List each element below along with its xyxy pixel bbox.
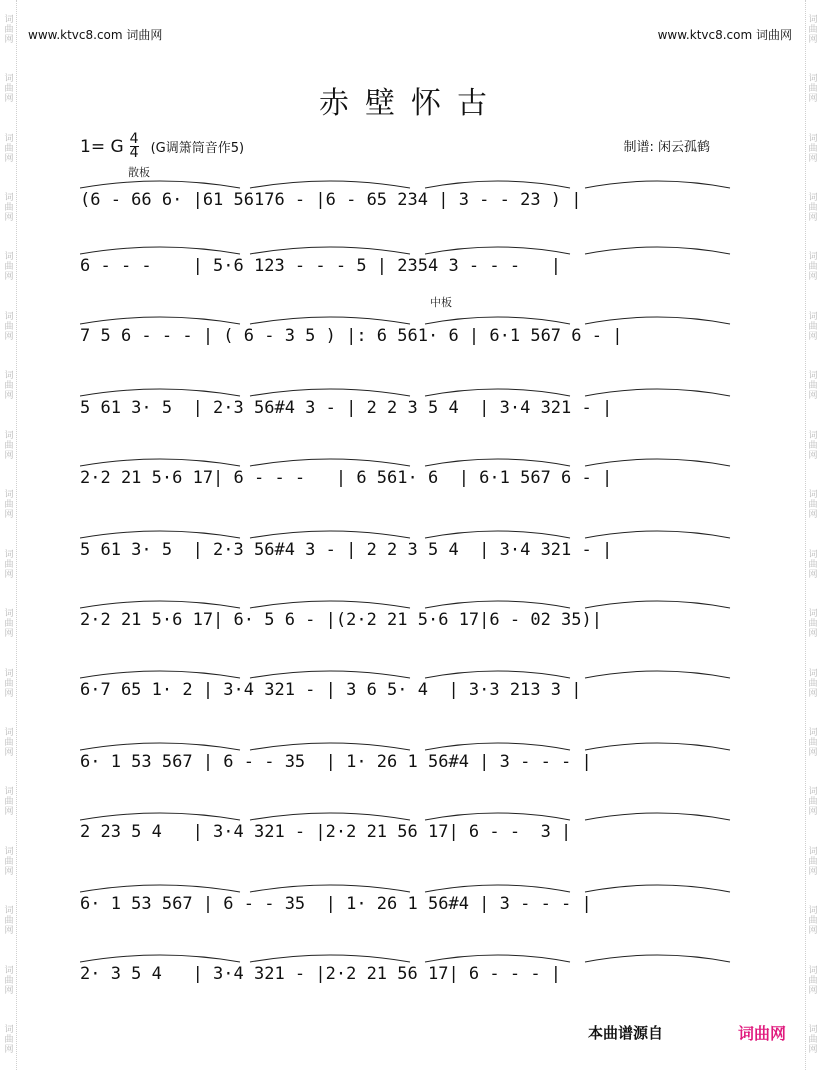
slur-arc — [425, 601, 570, 608]
watermark-char: 网 — [808, 331, 818, 342]
watermark-block — [4, 966, 13, 996]
watermark-char: 曲 — [4, 737, 14, 748]
slur-arc — [425, 955, 570, 962]
slur-arc — [250, 885, 410, 892]
watermark-char: 网 — [808, 272, 818, 283]
watermark-char: 曲 — [4, 797, 14, 808]
watermark-char: 词 — [808, 609, 818, 620]
watermark-char: 词 — [808, 549, 818, 560]
header-url-left[interactable]: www.ktvc8.com 词曲网 — [28, 28, 163, 42]
slur-arc — [80, 459, 240, 466]
watermark-char: 网 — [4, 213, 14, 224]
watermark-block — [808, 193, 817, 223]
notation-line — [80, 746, 740, 780]
watermark-char: 曲 — [4, 143, 14, 154]
footer-brand-link[interactable]: 词曲网 — [738, 1024, 787, 1043]
watermark-block — [4, 431, 13, 461]
watermark-char: 曲 — [808, 440, 818, 451]
watermark-char: 网 — [4, 569, 14, 580]
slur-arc — [250, 743, 410, 750]
notation-line-text: 6· 1 53 567 | 6 - - 35 | 1· 26 1 56#4 | 3 - - - | — [80, 752, 592, 772]
slur-arc — [80, 885, 240, 892]
watermark-char: 词 — [4, 193, 14, 204]
watermark-char: 词 — [808, 371, 818, 382]
watermark-char: 词 — [4, 965, 14, 976]
watermark-char: 网 — [4, 450, 14, 461]
slur-arc — [250, 459, 410, 466]
slur-arc — [250, 671, 410, 678]
watermark-char: 词 — [4, 1025, 14, 1036]
watermark-block — [808, 728, 817, 758]
watermark-block — [4, 252, 13, 282]
watermark-char: 网 — [808, 1045, 818, 1056]
watermark-block — [808, 847, 817, 877]
watermark-char: 曲 — [4, 84, 14, 95]
notation-line-text: 2 23 5 4 | 3·4 321 - |2·2 21 56 17| 6 - - 3 | — [80, 822, 572, 842]
slur-arc — [250, 181, 410, 188]
notation-line-text: 5 61 3· 5 | 2·3 56#4 3 - | 2 2 3 5 4 | 3·4 321 - | — [80, 398, 613, 418]
notation-line — [80, 462, 740, 496]
watermark-char: 词 — [808, 668, 818, 679]
watermark-char: 曲 — [808, 856, 818, 867]
watermark-char: 曲 — [808, 203, 818, 214]
watermark-char: 网 — [4, 391, 14, 402]
watermark-char: 曲 — [808, 975, 818, 986]
watermark-char: 词 — [808, 133, 818, 144]
watermark-block — [808, 906, 817, 936]
watermark-block — [4, 550, 13, 580]
watermark-block — [4, 906, 13, 936]
slur-arc — [425, 459, 570, 466]
tempo-marking-2: 中板 — [430, 296, 452, 309]
slur-arc — [585, 743, 730, 750]
left-watermark-strip — [2, 0, 17, 1070]
slur-arc — [80, 247, 240, 254]
watermark-char: 词 — [4, 74, 14, 85]
watermark-char: 网 — [808, 569, 818, 580]
watermark-char: 词 — [4, 490, 14, 501]
watermark-block — [4, 193, 13, 223]
watermark-block — [808, 134, 817, 164]
watermark-char: 词 — [808, 787, 818, 798]
tempo-marking-1: 散板 — [128, 166, 150, 179]
notation-line-text: 5 61 3· 5 | 2·3 56#4 3 - | 2 2 3 5 4 | 3·4 321 - | — [80, 540, 613, 560]
watermark-char: 曲 — [4, 440, 14, 451]
slur-arc — [425, 247, 570, 254]
footer-source-label: 本曲谱源自 — [588, 1024, 664, 1042]
watermark-char: 词 — [4, 787, 14, 798]
notation-line-text: 6 - - - | 5·6 123 - - - 5 | 2354 3 - - - | — [80, 256, 562, 276]
watermark-char: 曲 — [808, 381, 818, 392]
watermark-char: 词 — [4, 668, 14, 679]
watermark-char: 曲 — [808, 500, 818, 511]
watermark-char: 曲 — [808, 24, 818, 35]
watermark-char: 网 — [4, 34, 14, 45]
watermark-char: 曲 — [808, 262, 818, 273]
slur-arc — [585, 601, 730, 608]
slur-arc — [80, 813, 240, 820]
slur-arc — [585, 885, 730, 892]
watermark-char: 网 — [808, 866, 818, 877]
notation-line — [80, 320, 740, 354]
watermark-char: 曲 — [4, 678, 14, 689]
watermark-char: 词 — [808, 846, 818, 857]
slur-marks — [80, 876, 740, 896]
watermark-char: 曲 — [4, 856, 14, 867]
watermark-char: 曲 — [4, 619, 14, 630]
watermark-char: 词 — [808, 1025, 818, 1036]
slur-arc — [250, 601, 410, 608]
watermark-char: 网 — [4, 926, 14, 937]
watermark-block — [4, 15, 13, 45]
watermark-char: 曲 — [4, 559, 14, 570]
watermark-char: 词 — [808, 193, 818, 204]
watermark-block — [4, 134, 13, 164]
score-credit: 制谱: 闲云孤鹤 — [623, 140, 710, 155]
slur-arc — [425, 813, 570, 820]
slur-marks — [80, 804, 740, 824]
key-label: 1= G — [80, 136, 124, 157]
slur-arc — [425, 531, 570, 538]
notation-line-text: (6 - 66 6· |61 56176 - |6 - 65 234 | 3 - - 23 ) | — [80, 190, 582, 210]
watermark-block — [4, 728, 13, 758]
watermark-char: 曲 — [808, 143, 818, 154]
watermark-char: 曲 — [808, 321, 818, 332]
notation-line — [80, 674, 740, 708]
notation-line — [80, 250, 740, 284]
slur-marks — [80, 380, 740, 400]
slur-arc — [585, 955, 730, 962]
notation-line — [80, 816, 740, 850]
slur-marks — [80, 522, 740, 542]
key-signature — [80, 133, 244, 160]
notation-line — [80, 604, 740, 638]
notation-line-text: 7 5 6 - - - | ( 6 - 3 5 ) |: 6 561· 6 | 6·1 567 6 - | — [80, 326, 623, 346]
watermark-char: 网 — [808, 926, 818, 937]
watermark-char: 曲 — [4, 916, 14, 927]
watermark-block — [808, 1025, 817, 1055]
notation-line — [80, 534, 740, 568]
watermark-char: 曲 — [808, 84, 818, 95]
slur-arc — [80, 317, 240, 324]
watermark-block — [4, 312, 13, 342]
slur-arc — [80, 671, 240, 678]
watermark-char: 词 — [808, 14, 818, 25]
watermark-char: 曲 — [808, 737, 818, 748]
watermark-block — [4, 490, 13, 520]
watermark-block — [808, 371, 817, 401]
watermark-char: 曲 — [808, 797, 818, 808]
notation-line-text: 2·2 21 5·6 17| 6· 5 6 - |(2·2 21 5·6 17|6 - 02 35)| — [80, 610, 602, 630]
notation-line — [80, 392, 740, 426]
watermark-char: 网 — [4, 985, 14, 996]
watermark-char: 曲 — [4, 975, 14, 986]
watermark-char: 网 — [4, 272, 14, 283]
watermark-char: 词 — [4, 727, 14, 738]
slur-arc — [585, 459, 730, 466]
watermark-char: 网 — [808, 213, 818, 224]
watermark-char: 网 — [808, 391, 818, 402]
slur-arc — [585, 531, 730, 538]
watermark-block — [4, 787, 13, 817]
slur-arc — [250, 531, 410, 538]
watermark-char: 词 — [4, 311, 14, 322]
watermark-char: 词 — [4, 133, 14, 144]
watermark-char: 网 — [808, 688, 818, 699]
slur-arc — [250, 317, 410, 324]
watermark-char: 曲 — [4, 321, 14, 332]
watermark-block — [808, 787, 817, 817]
slur-arc — [80, 389, 240, 396]
slur-arc — [425, 181, 570, 188]
watermark-char: 网 — [808, 153, 818, 164]
watermark-char: 网 — [4, 688, 14, 699]
slur-arc — [585, 317, 730, 324]
watermark-block — [808, 431, 817, 461]
watermark-char: 网 — [808, 94, 818, 105]
watermark-char: 网 — [4, 629, 14, 640]
watermark-block — [4, 847, 13, 877]
time-signature — [130, 133, 139, 160]
slur-arc — [80, 531, 240, 538]
slur-arc — [250, 955, 410, 962]
slur-arc — [250, 389, 410, 396]
notation-line-text: 6·7 65 1· 2 | 3·4 321 - | 3 6 5· 4 | 3·3 213 3 | — [80, 680, 582, 700]
watermark-char: 曲 — [4, 381, 14, 392]
slur-arc — [250, 813, 410, 820]
slur-arc — [585, 813, 730, 820]
watermark-char: 词 — [808, 311, 818, 322]
slur-arc — [80, 955, 240, 962]
watermark-char: 词 — [808, 906, 818, 917]
watermark-block — [808, 966, 817, 996]
watermark-char: 词 — [808, 965, 818, 976]
watermark-char: 词 — [808, 74, 818, 85]
watermark-block — [808, 252, 817, 282]
slur-arc — [425, 885, 570, 892]
slur-marks — [80, 662, 740, 682]
watermark-char: 曲 — [4, 203, 14, 214]
watermark-char: 曲 — [4, 500, 14, 511]
watermark-char: 网 — [4, 153, 14, 164]
watermark-char: 曲 — [4, 262, 14, 273]
watermark-char: 网 — [808, 747, 818, 758]
watermark-block — [808, 490, 817, 520]
notation-line-text: 6· 1 53 567 | 6 - - 35 | 1· 26 1 56#4 | 3 - - - | — [80, 894, 592, 914]
header-url-right[interactable]: www.ktvc8.com 词曲网 — [657, 28, 792, 42]
slur-arc — [425, 389, 570, 396]
right-watermark-strip — [805, 0, 820, 1070]
watermark-char: 网 — [808, 510, 818, 521]
watermark-char: 词 — [4, 14, 14, 25]
slur-arc — [585, 671, 730, 678]
score-title: 赤壁怀古 — [319, 86, 503, 121]
watermark-block — [4, 371, 13, 401]
watermark-char: 词 — [4, 371, 14, 382]
watermark-char: 网 — [4, 510, 14, 521]
notation-line-text: 2· 3 5 4 | 3·4 321 - |2·2 21 56 17| 6 - - - | — [80, 964, 562, 984]
slur-arc — [425, 743, 570, 750]
watermark-char: 词 — [4, 906, 14, 917]
slur-arc — [425, 317, 570, 324]
slur-marks — [80, 734, 740, 754]
watermark-char: 曲 — [808, 1035, 818, 1046]
notation-line — [80, 184, 740, 218]
slur-arc — [585, 247, 730, 254]
watermark-block — [4, 669, 13, 699]
watermark-char: 词 — [808, 490, 818, 501]
watermark-char: 曲 — [4, 24, 14, 35]
watermark-block — [808, 609, 817, 639]
slur-arc — [80, 743, 240, 750]
watermark-char: 曲 — [808, 619, 818, 630]
watermark-char: 曲 — [4, 1035, 14, 1046]
watermark-char: 网 — [808, 34, 818, 45]
slur-marks — [80, 592, 740, 612]
watermark-block — [808, 15, 817, 45]
slur-arc — [585, 181, 730, 188]
watermark-char: 网 — [808, 807, 818, 818]
watermark-char: 曲 — [808, 559, 818, 570]
slur-arc — [80, 601, 240, 608]
slur-marks — [80, 308, 740, 328]
watermark-char: 网 — [4, 94, 14, 105]
watermark-block — [4, 609, 13, 639]
slur-arc — [250, 247, 410, 254]
watermark-char: 曲 — [808, 678, 818, 689]
watermark-char: 词 — [4, 549, 14, 560]
watermark-char: 词 — [4, 252, 14, 263]
watermark-block — [808, 669, 817, 699]
watermark-block — [808, 312, 817, 342]
slur-arc — [80, 181, 240, 188]
slur-marks — [80, 946, 740, 966]
notation-line-text: 2·2 21 5·6 17| 6 - - - | 6 561· 6 | 6·1 567 6 - | — [80, 468, 613, 488]
watermark-char: 词 — [808, 252, 818, 263]
slur-arc — [585, 389, 730, 396]
watermark-char: 词 — [4, 609, 14, 620]
slur-marks — [80, 238, 740, 258]
watermark-char: 网 — [4, 747, 14, 758]
watermark-char: 词 — [808, 727, 818, 738]
watermark-char: 网 — [808, 450, 818, 461]
watermark-char: 词 — [4, 430, 14, 441]
slur-marks — [80, 450, 740, 470]
notation-line — [80, 888, 740, 922]
watermark-block — [4, 1025, 13, 1055]
watermark-char: 网 — [808, 985, 818, 996]
watermark-char: 网 — [4, 807, 14, 818]
watermark-char: 网 — [4, 331, 14, 342]
slur-arc — [425, 671, 570, 678]
time-bottom: 4 — [129, 145, 139, 161]
notation-line — [80, 958, 740, 992]
time-top: 4 — [129, 131, 139, 147]
watermark-block — [808, 550, 817, 580]
key-note: (G调箫筒音作5) — [150, 141, 245, 156]
watermark-char: 网 — [4, 1045, 14, 1056]
watermark-char: 网 — [808, 629, 818, 640]
slur-marks — [80, 172, 740, 192]
watermark-char: 网 — [4, 866, 14, 877]
watermark-char: 曲 — [808, 916, 818, 927]
watermark-char: 词 — [808, 430, 818, 441]
watermark-char: 词 — [4, 846, 14, 857]
